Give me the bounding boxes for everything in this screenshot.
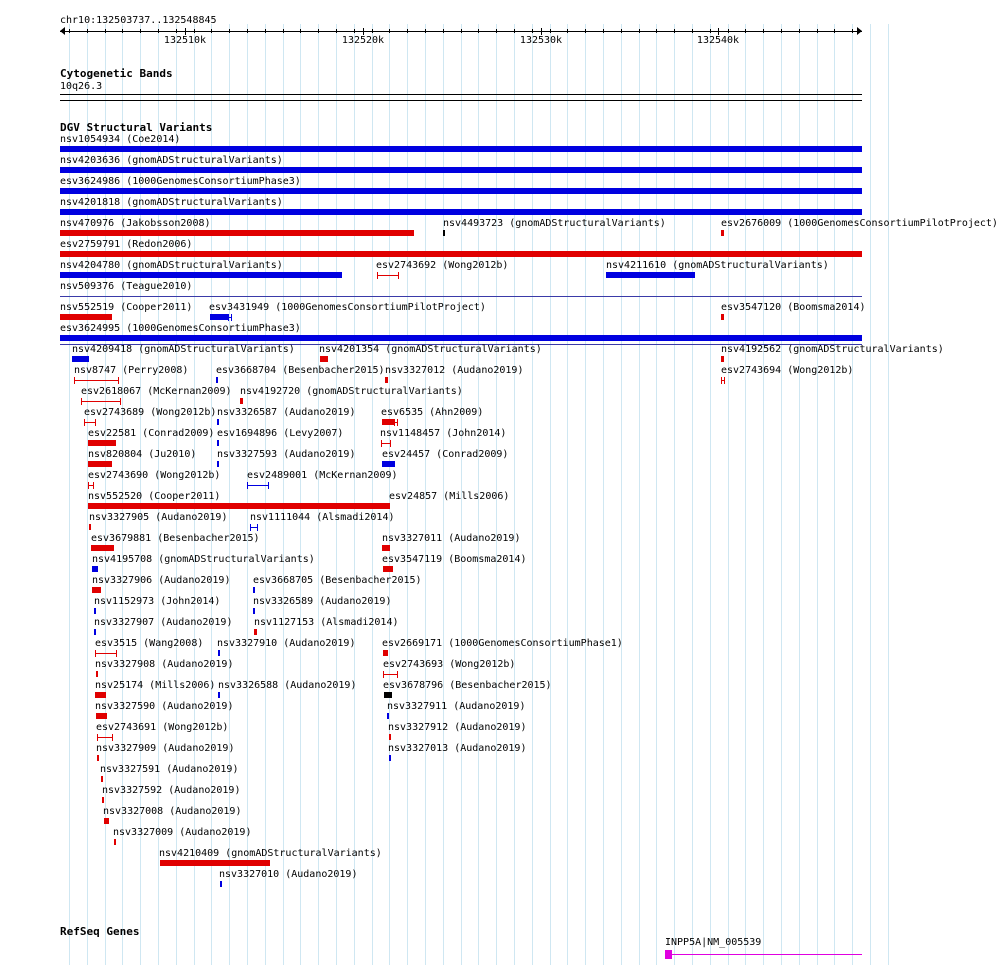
ruler-minor-tick [550, 29, 551, 33]
sv-tick[interactable] [385, 377, 388, 383]
grid-line [781, 24, 782, 965]
sv-label[interactable]: nsv470976 (Jakobsson2008) [60, 218, 211, 229]
dgv-row-separator [60, 296, 862, 297]
refseq-track-title[interactable]: RefSeq Genes [60, 925, 140, 938]
sv-tick[interactable] [97, 755, 99, 761]
ruler-minor-tick [745, 29, 746, 33]
grid-line [318, 24, 319, 965]
ruler-minor-tick [656, 29, 657, 33]
sv-label[interactable]: esv2489001 (McKernan2009) [247, 470, 398, 481]
ruler-minor-tick [122, 29, 123, 33]
grid-line [283, 24, 284, 965]
grid-line [888, 24, 889, 965]
sv-label[interactable]: nsv3327009 (Audano2019) [113, 827, 252, 838]
sv-label[interactable]: nsv4195708 (gnomADStructuralVariants) [92, 554, 315, 565]
sv-bar[interactable] [60, 146, 862, 152]
sv-label[interactable]: esv2743693 (Wong2012b) [383, 659, 516, 670]
ruler-minor-tick [621, 29, 622, 33]
sv-bar[interactable] [383, 566, 393, 572]
ruler-minor-tick [585, 29, 586, 33]
sv-label[interactable]: nsv1054934 (Coe2014) [60, 134, 181, 145]
sv-label[interactable]: esv2676009 (1000GenomesConsortiumPilotProject) [721, 218, 998, 229]
sv-span-bracket[interactable] [377, 272, 399, 279]
grid-line [603, 24, 604, 965]
sv-tick[interactable] [253, 608, 255, 614]
sv-tick[interactable] [240, 398, 243, 404]
grid-line [585, 24, 586, 965]
ruler-minor-tick [176, 29, 177, 33]
ruler-minor-tick [389, 29, 390, 33]
ruler-tick-label: 132540k [696, 35, 740, 46]
sv-label[interactable]: nsv3327590 (Audano2019) [95, 701, 234, 712]
sv-tick[interactable] [389, 734, 391, 740]
sv-label[interactable]: nsv4210409 (gnomADStructuralVariants) [159, 848, 382, 859]
ruler-tick-label: 132530k [519, 35, 563, 46]
sv-label[interactable]: nsv3327911 (Audano2019) [387, 701, 526, 712]
sv-tick[interactable] [254, 629, 257, 635]
scroll-right-arrow-icon[interactable] [857, 27, 862, 35]
sv-label[interactable]: nsv552520 (Cooper2011) [88, 491, 221, 502]
coordinate-readout: chr10:132503737..132548845 [60, 15, 217, 26]
sv-label[interactable]: nsv3327012 (Audano2019) [385, 365, 524, 376]
sv-tick[interactable] [389, 755, 391, 761]
sv-label[interactable]: nsv4203636 (gnomADStructuralVariants) [60, 155, 283, 166]
sv-label[interactable]: nsv3327905 (Audano2019) [89, 512, 228, 523]
sv-tick[interactable] [721, 230, 724, 236]
ruler-minor-tick [425, 29, 426, 33]
sv-tick[interactable] [218, 650, 220, 656]
sv-span-bracket[interactable] [381, 440, 391, 447]
ruler-minor-tick [710, 29, 711, 33]
ruler-minor-tick [478, 29, 479, 33]
sv-label[interactable]: nsv3327907 (Audano2019) [94, 617, 233, 628]
ruler-minor-tick [443, 29, 444, 33]
ruler-minor-tick [407, 29, 408, 33]
ruler-minor-tick [639, 29, 640, 33]
ruler-major-tick [541, 28, 542, 35]
grid-line [372, 24, 373, 965]
grid-line [300, 24, 301, 965]
grid-line [817, 24, 818, 965]
ruler-minor-tick [817, 29, 818, 33]
sv-tick[interactable] [96, 671, 98, 677]
sv-label[interactable]: esv22581 (Conrad2009) [88, 428, 215, 439]
sv-bar[interactable] [384, 692, 392, 698]
ruler-minor-tick [799, 29, 800, 33]
sv-span-bracket[interactable] [81, 398, 121, 405]
ruler-minor-tick [336, 29, 337, 33]
sv-label[interactable]: esv3668704 (Besenbacher2015) [216, 365, 385, 376]
sv-bar[interactable] [92, 587, 101, 593]
sv-tick[interactable] [114, 839, 116, 845]
sv-label[interactable]: nsv3327592 (Audano2019) [102, 785, 241, 796]
sv-label[interactable]: nsv3327591 (Audano2019) [100, 764, 239, 775]
sv-tick[interactable] [102, 797, 104, 803]
sv-tick[interactable] [721, 314, 724, 320]
grid-line [870, 24, 871, 965]
sv-span-bracket[interactable] [228, 314, 232, 321]
sv-label[interactable]: esv2743691 (Wong2012b) [96, 722, 229, 733]
sv-label[interactable]: esv1694896 (Levy2007) [217, 428, 344, 439]
sv-label[interactable]: nsv3327010 (Audano2019) [219, 869, 358, 880]
sv-span-bracket[interactable] [97, 734, 113, 741]
sv-label[interactable]: nsv1127153 (Alsmadi2014) [254, 617, 399, 628]
sv-label[interactable]: nsv3327013 (Audano2019) [388, 743, 527, 754]
grid-line [354, 24, 355, 965]
sv-bar[interactable] [60, 209, 862, 215]
sv-tick[interactable] [217, 419, 219, 425]
cytoband-track-title[interactable]: Cytogenetic Bands [60, 67, 173, 80]
grid-line [745, 24, 746, 965]
sv-bar[interactable] [60, 167, 862, 173]
ruler-minor-tick [372, 29, 373, 33]
cytoband-label[interactable]: 10q26.3 [60, 81, 103, 92]
ruler-minor-tick [514, 29, 515, 33]
grid-line [710, 24, 711, 965]
sv-label[interactable]: esv3668705 (Besenbacher2015) [253, 575, 422, 586]
sv-label[interactable]: nsv4204780 (gnomADStructuralVariants) [60, 260, 283, 271]
sv-label[interactable]: nsv4192720 (gnomADStructuralVariants) [240, 386, 463, 397]
sv-label[interactable]: nsv3327910 (Audano2019) [217, 638, 356, 649]
sv-label[interactable]: esv2743694 (Wong2012b) [721, 365, 854, 376]
sv-label[interactable]: nsv25174 (Mills2006) [95, 680, 216, 691]
ruler-major-tick [363, 28, 364, 35]
sv-label[interactable]: esv3515 (Wang2008) [95, 638, 204, 649]
ruler-minor-tick [496, 29, 497, 33]
ruler-major-tick [185, 28, 186, 35]
ruler-minor-tick [692, 29, 693, 33]
sv-label[interactable]: nsv4192562 (gnomADStructuralVariants) [721, 344, 944, 355]
sv-label[interactable]: esv2743692 (Wong2012b) [376, 260, 509, 271]
ruler-minor-tick [158, 29, 159, 33]
sv-label[interactable]: nsv3326589 (Audano2019) [253, 596, 392, 607]
ruler-tick-label: 132520k [341, 35, 385, 46]
sv-label[interactable]: nsv4211610 (gnomADStructuralVariants) [606, 260, 829, 271]
cytoband-line-top [60, 94, 862, 95]
sv-bar[interactable] [60, 230, 414, 236]
ruler-minor-tick [461, 29, 462, 33]
sv-span-bracket[interactable] [247, 482, 269, 489]
sv-span-bracket[interactable] [383, 671, 398, 678]
ruler-minor-tick [87, 29, 88, 33]
sv-bar[interactable] [92, 566, 98, 572]
ruler-minor-tick [265, 29, 266, 33]
sv-tick[interactable] [89, 524, 91, 530]
ruler-minor-tick [105, 29, 106, 33]
ruler-minor-tick [318, 29, 319, 33]
ruler-minor-tick [728, 29, 729, 33]
sv-bar[interactable] [320, 356, 328, 362]
sv-label[interactable]: nsv4201354 (gnomADStructuralVariants) [319, 344, 542, 355]
cytoband-line-bottom [60, 100, 862, 101]
grid-line [728, 24, 729, 965]
sv-label[interactable]: nsv1152973 (John2014) [94, 596, 221, 607]
grid-line [799, 24, 800, 965]
sv-label[interactable]: esv2669171 (1000GenomesConsortiumPhase1) [382, 638, 623, 649]
grid-line [674, 24, 675, 965]
sv-label[interactable]: nsv3326587 (Audano2019) [217, 407, 356, 418]
sv-label[interactable]: esv6535 (Ahn2009) [381, 407, 484, 418]
grid-line [532, 24, 533, 965]
grid-line [514, 24, 515, 965]
sv-bar[interactable] [60, 251, 862, 257]
ruler-minor-tick [763, 29, 764, 33]
sv-tick[interactable] [253, 587, 255, 593]
ruler-minor-tick [834, 29, 835, 33]
sv-label[interactable]: nsv3327909 (Audano2019) [96, 743, 235, 754]
gene-intron-line[interactable] [672, 954, 862, 955]
grid-line [763, 24, 764, 965]
sv-label[interactable]: nsv8747 (Perry2008) [74, 365, 189, 376]
sv-bar[interactable] [88, 440, 116, 446]
sv-label[interactable]: esv2618067 (McKernan2009) [81, 386, 232, 397]
grid-line [834, 24, 835, 965]
sv-tick[interactable] [94, 629, 96, 635]
sv-tick[interactable] [220, 881, 222, 887]
sv-span-bracket[interactable] [250, 524, 258, 531]
sv-bar[interactable] [88, 461, 112, 467]
sv-bar[interactable] [96, 713, 107, 719]
sv-label[interactable]: esv3547120 (Boomsma2014) [721, 302, 866, 313]
ruler-minor-tick [211, 29, 212, 33]
sv-bar[interactable] [104, 818, 109, 824]
sv-label[interactable]: nsv4209418 (gnomADStructuralVariants) [72, 344, 295, 355]
sv-label[interactable]: esv2743690 (Wong2012b) [88, 470, 221, 481]
sv-span-bracket[interactable] [95, 650, 117, 657]
sv-tick[interactable] [218, 692, 220, 698]
sv-bar[interactable] [91, 545, 114, 551]
sv-bar[interactable] [60, 335, 862, 341]
sv-tick[interactable] [217, 440, 219, 446]
sv-label[interactable]: nsv3327908 (Audano2019) [95, 659, 234, 670]
sv-label[interactable]: esv3624995 (1000GenomesConsortiumPhase3) [60, 323, 301, 334]
sv-span-bracket[interactable] [88, 482, 94, 489]
sv-bar[interactable] [60, 314, 112, 320]
ruler-minor-tick [781, 29, 782, 33]
sv-label[interactable]: nsv3327011 (Audano2019) [382, 533, 521, 544]
sv-span-bracket[interactable] [394, 419, 398, 426]
sv-label[interactable]: esv2759791 (Redon2006) [60, 239, 193, 250]
sv-tick[interactable] [443, 230, 445, 236]
sv-span-bracket[interactable] [721, 377, 725, 384]
ruler-minor-tick [300, 29, 301, 33]
sv-label[interactable]: esv3624986 (1000GenomesConsortiumPhase3) [60, 176, 301, 187]
sv-label[interactable]: nsv3327912 (Audano2019) [388, 722, 527, 733]
sv-tick[interactable] [94, 608, 96, 614]
grid-line [567, 24, 568, 965]
grid-line [621, 24, 622, 965]
gene-label[interactable]: INPP5A|NM_005539 [665, 937, 762, 948]
sv-bar[interactable] [60, 188, 862, 194]
sv-bar[interactable] [383, 650, 388, 656]
sv-label[interactable]: esv24457 (Conrad2009) [382, 449, 509, 460]
sv-label[interactable]: nsv3327008 (Audano2019) [103, 806, 242, 817]
sv-label[interactable]: nsv820804 (Ju2010) [88, 449, 197, 460]
ruler-minor-tick [532, 29, 533, 33]
sv-label[interactable]: nsv4201818 (gnomADStructuralVariants) [60, 197, 283, 208]
ruler-major-tick [718, 28, 719, 35]
sv-bar[interactable] [60, 272, 342, 278]
sv-tick[interactable] [217, 461, 219, 467]
sv-label[interactable]: nsv509376 (Teague2010) [60, 281, 193, 292]
ruler-minor-tick [603, 29, 604, 33]
ruler-minor-tick [194, 29, 195, 33]
sv-span-bracket[interactable] [84, 419, 96, 426]
sv-bar[interactable] [382, 545, 390, 551]
sv-label[interactable]: esv24857 (Mills2006) [389, 491, 510, 502]
ruler-minor-tick [229, 29, 230, 33]
ruler-minor-tick [567, 29, 568, 33]
grid-line [639, 24, 640, 965]
sv-label[interactable]: esv3431949 (1000GenomesConsortiumPilotProject) [209, 302, 486, 313]
sv-tick[interactable] [721, 356, 724, 362]
sv-bar[interactable] [95, 692, 106, 698]
sv-label[interactable]: nsv3327593 (Audano2019) [217, 449, 356, 460]
grid-line [656, 24, 657, 965]
sv-label[interactable]: nsv3326588 (Audano2019) [218, 680, 357, 691]
sv-bar[interactable] [382, 419, 394, 425]
sv-bar[interactable] [382, 461, 395, 467]
sv-label[interactable]: esv3679881 (Besenbacher2015) [91, 533, 260, 544]
dgv-track-title[interactable]: DGV Structural Variants [60, 121, 213, 134]
sv-label[interactable]: esv3547119 (Boomsma2014) [382, 554, 527, 565]
sv-tick[interactable] [101, 776, 103, 782]
sv-span-bracket[interactable] [74, 377, 119, 384]
sv-label[interactable]: nsv552519 (Cooper2011) [60, 302, 193, 313]
sv-bar[interactable] [210, 314, 228, 320]
sv-tick[interactable] [216, 377, 218, 383]
sv-label[interactable]: nsv4493723 (gnomADStructuralVariants) [443, 218, 666, 229]
sv-label[interactable]: nsv1148457 (John2014) [380, 428, 507, 439]
ruler-tick-label: 132510k [163, 35, 207, 46]
ruler-minor-tick [354, 29, 355, 33]
grid-line [336, 24, 337, 965]
sv-bar[interactable] [606, 272, 695, 278]
sv-tick[interactable] [387, 713, 389, 719]
ruler-minor-tick [69, 29, 70, 33]
sv-label[interactable]: esv2743689 (Wong2012b) [84, 407, 217, 418]
sv-label[interactable]: esv3678796 (Besenbacher2015) [383, 680, 552, 691]
grid-line [852, 24, 853, 965]
grid-line [692, 24, 693, 965]
sv-label[interactable]: nsv3327906 (Audano2019) [92, 575, 231, 586]
sv-label[interactable]: nsv1111044 (Alsmadi2014) [250, 512, 395, 523]
sv-bar[interactable] [160, 860, 270, 866]
ruler-minor-tick [247, 29, 248, 33]
gene-exon[interactable] [665, 950, 672, 959]
ruler-minor-tick [852, 29, 853, 33]
ruler-minor-tick [674, 29, 675, 33]
sv-bar[interactable] [72, 356, 89, 362]
ruler-minor-tick [283, 29, 284, 33]
ruler-minor-tick [140, 29, 141, 33]
sv-bar[interactable] [88, 503, 390, 509]
grid-line [550, 24, 551, 965]
